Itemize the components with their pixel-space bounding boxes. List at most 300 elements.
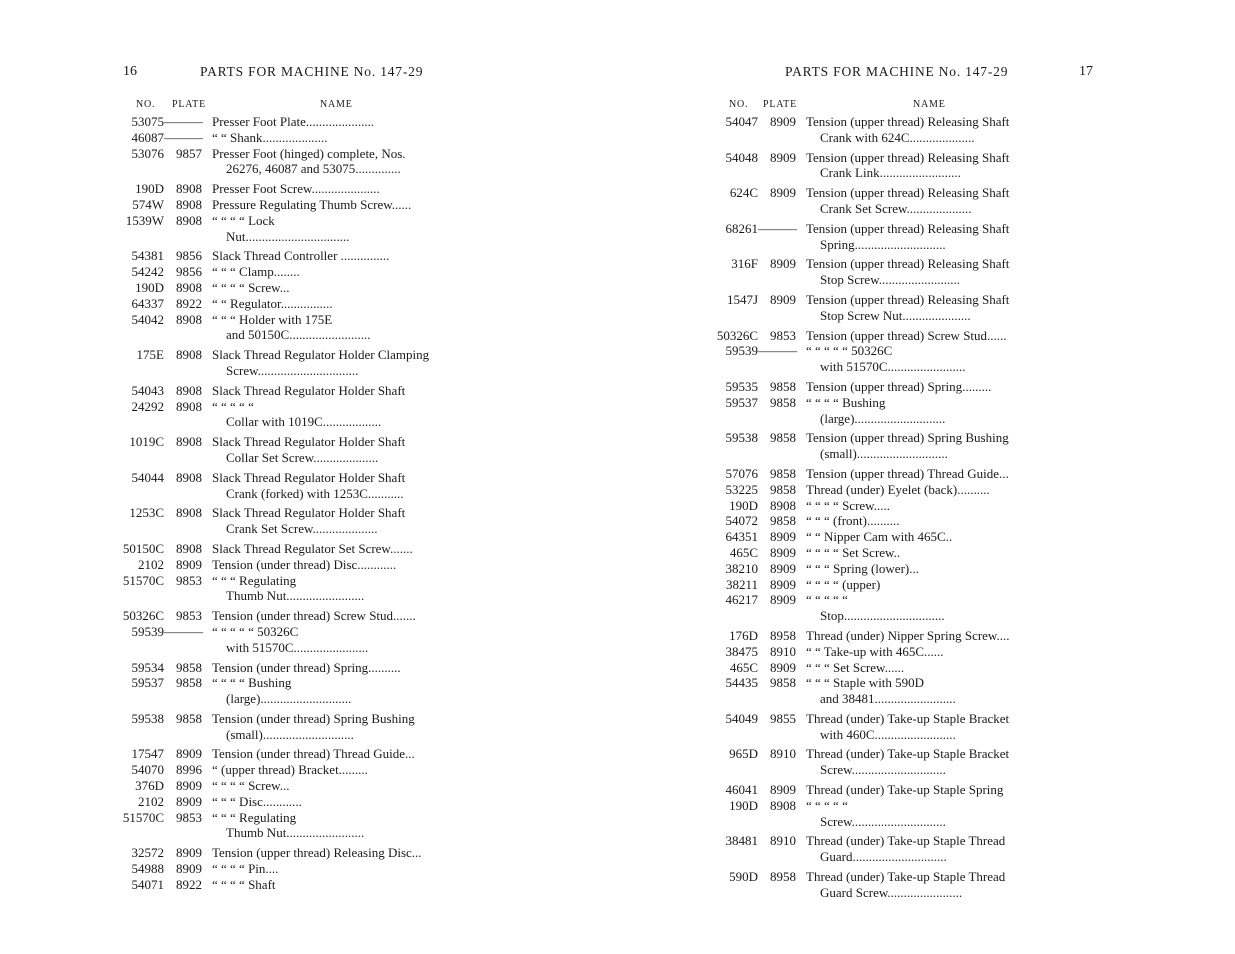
part-name-line: “ “ “ “ “ <box>806 797 848 813</box>
part-number: 574W <box>132 196 164 212</box>
part-name-line: “ “ “ “ Bushing <box>212 675 292 691</box>
part-number: 54988 <box>131 861 164 877</box>
part-number: 24292 <box>131 398 164 414</box>
part-name-line: Tension (under thread) Spring.......... <box>212 659 401 675</box>
plate-number: 8909 <box>176 793 202 809</box>
part-row <box>712 498 1057 514</box>
part-name-line: Thread (under) Take-up Staple Bracket <box>806 746 1010 762</box>
plate-number: 8909 <box>770 782 796 798</box>
part-name <box>202 762 458 778</box>
part-row <box>118 280 458 296</box>
part-row <box>118 675 458 707</box>
part-row <box>118 573 458 605</box>
column-header-plate: PLATE <box>172 99 206 110</box>
part-name-line: (small)............................ <box>226 726 354 742</box>
part-name-line: Tension (upper thread) Screw Stud...... <box>806 327 1007 343</box>
part-name-line: Tension (upper thread) Releasing Shaft <box>806 256 1010 272</box>
plate-number: 8908 <box>176 347 202 363</box>
part-name-line: “ “ “ “ Screw..... <box>806 497 890 513</box>
part-name-line: “ “ “ “ “ 50326C <box>212 623 299 639</box>
part-row <box>118 746 458 762</box>
plate-number: 9858 <box>770 481 796 497</box>
part-name-line: “ “ “ Set Screw...... <box>806 659 905 675</box>
part-name <box>796 379 1057 395</box>
part-number: 54049 <box>725 710 758 726</box>
part-name-line: “ “ “ “ Bushing <box>806 394 886 410</box>
plate-number: 8908 <box>176 398 202 414</box>
plate-number: 8908 <box>176 279 202 295</box>
part-name-line: “ “ “ “ Screw... <box>212 279 290 295</box>
part-row <box>118 624 458 656</box>
part-number: 54044 <box>131 469 164 485</box>
part-name-line: Slack Thread Regulator Holder Clamping <box>212 347 430 363</box>
plate-number: 8909 <box>770 291 796 307</box>
plate-number: 9853 <box>176 572 202 588</box>
plate-number: 9855 <box>770 710 796 726</box>
part-number: 54435 <box>725 675 758 691</box>
part-number: 54042 <box>131 311 164 327</box>
part-name <box>796 529 1057 545</box>
plate-number: 8922 <box>176 295 202 311</box>
part-name <box>202 434 458 466</box>
part-name-line: Pressure Regulating Thumb Screw...... <box>212 196 412 212</box>
part-number: 190D <box>729 797 758 813</box>
part-name <box>796 114 1057 146</box>
part-name <box>796 660 1057 676</box>
plate-number: ——— <box>758 220 797 236</box>
part-number: 54070 <box>131 762 164 778</box>
part-number: 59538 <box>725 430 758 446</box>
part-number: 51570C <box>122 809 164 825</box>
part-name-line: Slack Thread Regulator Holder Shaft <box>212 505 406 521</box>
part-name-line: Collar Set Screw.................... <box>226 449 379 465</box>
part-number: 53225 <box>725 481 758 497</box>
part-name <box>796 833 1057 865</box>
part-name-line: Presser Foot Plate..................... <box>212 114 375 129</box>
part-number: 50326C <box>716 327 758 343</box>
page-title: PARTS FOR MACHINE No. 147-29 <box>200 64 424 79</box>
part-name-line: Thread (under) Eyelet (back).......... <box>806 481 990 497</box>
part-row <box>712 675 1057 707</box>
part-row <box>712 660 1057 676</box>
part-name-line: Presser Foot (hinged) complete, Nos. <box>212 145 406 161</box>
part-row <box>118 608 458 624</box>
part-name-line: Tension (under thread) Thread Guide... <box>212 746 415 762</box>
part-number: 2102 <box>138 556 164 572</box>
part-name-line: Screw............................. <box>820 762 946 778</box>
part-name <box>796 498 1057 514</box>
part-name-line: (large)............................ <box>820 410 946 426</box>
part-name-line: Stop Screw......................... <box>820 272 960 288</box>
plate-number: 9858 <box>770 394 796 410</box>
part-name <box>202 347 458 379</box>
part-row <box>712 798 1057 830</box>
part-name <box>796 221 1057 253</box>
plate-number: 9858 <box>770 430 796 446</box>
part-number: 1539W <box>125 212 164 228</box>
part-row <box>712 644 1057 660</box>
part-name-line: Thumb Nut........................ <box>226 588 365 604</box>
part-name-line: “ “ “ Regulating <box>212 809 297 825</box>
part-row <box>118 845 458 861</box>
part-row <box>118 146 458 178</box>
part-name-line: Spring............................ <box>820 236 946 252</box>
part-number: 64337 <box>131 295 164 311</box>
part-name-line: “ “ “ Regulating <box>212 572 297 588</box>
part-name-line: “ “ “ “ Set Screw.. <box>806 544 901 560</box>
part-number: 59537 <box>725 394 758 410</box>
page-number: 17 <box>1079 64 1093 79</box>
part-name-line: with 460C......................... <box>820 726 956 742</box>
part-name <box>202 264 458 280</box>
part-number: 316F <box>731 256 758 272</box>
plate-number: 8908 <box>176 212 202 228</box>
part-number: 1019C <box>129 434 164 450</box>
part-name-line: “ “ “ (front).......... <box>806 513 900 529</box>
part-number: 54072 <box>725 513 758 529</box>
part-number: 38481 <box>725 833 758 849</box>
part-name <box>796 482 1057 498</box>
part-name <box>202 711 458 743</box>
part-name-line: Slack Thread Controller ............... <box>212 248 390 264</box>
part-name-line: “ “ “ Clamp........ <box>212 264 300 280</box>
part-row <box>118 711 458 743</box>
part-row <box>712 466 1057 482</box>
plate-number: 8909 <box>770 592 796 608</box>
plate-number: 8910 <box>770 833 796 849</box>
part-name-line: “ “ “ Disc............ <box>212 793 302 809</box>
part-row <box>118 434 458 466</box>
part-name <box>202 114 458 130</box>
part-number: 50326C <box>122 608 164 624</box>
plate-number: 8908 <box>176 434 202 450</box>
part-name <box>202 383 458 399</box>
part-name-line: Tension (under thread) Disc............ <box>212 556 397 572</box>
plate-number: 8909 <box>176 845 202 861</box>
part-number: 190D <box>135 181 164 197</box>
part-name-line: Slack Thread Regulator Holder Shaft <box>212 382 406 398</box>
column-header-name: NAME <box>913 99 946 110</box>
plate-number: 8909 <box>770 659 796 675</box>
part-name <box>796 545 1057 561</box>
part-number: 465C <box>729 659 758 675</box>
part-number: 965D <box>729 746 758 762</box>
part-name-line: “ “ “ Holder with 175E <box>212 311 333 327</box>
part-row <box>118 213 458 245</box>
part-row <box>118 660 458 676</box>
part-number: 38211 <box>725 576 758 592</box>
part-name-line: “ “ “ “ “ <box>806 592 848 608</box>
part-name-line: 26276, 46087 and 53075.............. <box>226 161 401 177</box>
part-name-line: Tension (under thread) Screw Stud....... <box>212 608 416 624</box>
part-number: 1253C <box>129 505 164 521</box>
part-name-line: “ “ “ “ Screw... <box>212 778 290 794</box>
column-header-no: NO. <box>729 99 749 110</box>
part-name <box>796 782 1057 798</box>
part-name-line: “ “ “ Staple with 590D <box>806 675 925 691</box>
plate-number: 8908 <box>176 311 202 327</box>
part-number: 190D <box>135 279 164 295</box>
part-number: 175E <box>136 347 164 363</box>
part-name <box>202 746 458 762</box>
part-name <box>202 296 458 312</box>
part-name <box>202 470 458 502</box>
plate-number: 9858 <box>770 465 796 481</box>
part-name-line: Crank Set Screw.................... <box>226 521 378 537</box>
part-name-line: Thread (under) Take-up Staple Bracket <box>806 710 1010 726</box>
plate-number: 8922 <box>176 876 202 892</box>
part-row <box>712 256 1057 288</box>
plate-number: 8909 <box>176 778 202 794</box>
part-number: 53076 <box>131 145 164 161</box>
part-name-line: Presser Foot Screw..................... <box>212 181 380 197</box>
part-number: 17547 <box>131 746 164 762</box>
part-name <box>202 146 458 178</box>
plate-number: 8909 <box>770 256 796 272</box>
part-name <box>202 280 458 296</box>
plate-number: ——— <box>758 343 797 359</box>
plate-number: 8909 <box>770 544 796 560</box>
part-name-line: Thread (under) Nipper Spring Screw.... <box>806 627 1010 643</box>
part-name-line: Screw............................. <box>820 813 946 829</box>
part-name <box>202 624 458 656</box>
part-name-line: Slack Thread Regulator Set Screw....... <box>212 540 413 556</box>
part-number: 46041 <box>725 782 758 798</box>
part-name-line: Tension (under thread) Spring Bushing <box>212 710 415 726</box>
part-name <box>202 248 458 264</box>
plate-number: 9856 <box>176 264 202 280</box>
part-number: 54043 <box>131 382 164 398</box>
part-row <box>118 312 458 344</box>
part-row <box>712 328 1057 344</box>
plate-number: 9856 <box>176 248 202 264</box>
plate-number: 8909 <box>770 529 796 545</box>
part-number: 54048 <box>725 149 758 165</box>
plate-number: 8909 <box>176 556 202 572</box>
part-number: 59539 <box>725 343 758 359</box>
part-name-line: “ “ “ “ (upper) <box>806 576 881 592</box>
part-number: 59534 <box>131 659 164 675</box>
column-header-no: NO. <box>136 99 156 110</box>
plate-number: 9857 <box>176 145 202 161</box>
part-name-line: Tension (upper thread) Releasing Shaft <box>806 291 1010 307</box>
part-name-line: “ “ Nipper Cam with 465C.. <box>806 529 953 545</box>
part-number: 376D <box>135 778 164 794</box>
plate-number: 8909 <box>770 185 796 201</box>
plate-number: 8908 <box>176 469 202 485</box>
part-name <box>202 505 458 537</box>
part-name-line: “ “ Take-up with 465C...... <box>806 643 944 659</box>
part-name-line: Thread (under) Take-up Staple Thread <box>806 833 1006 849</box>
part-name-line: Crank Link......................... <box>820 165 961 181</box>
part-row <box>118 505 458 537</box>
part-name <box>796 746 1057 778</box>
part-row <box>118 383 458 399</box>
part-row <box>712 592 1057 624</box>
part-name-line: Thread (under) Take-up Staple Thread <box>806 869 1006 885</box>
part-row <box>118 541 458 557</box>
part-row <box>712 561 1057 577</box>
part-number: 50150C <box>122 540 164 556</box>
part-row <box>118 181 458 197</box>
part-name-line: Thread (under) Take-up Staple Spring <box>806 782 1004 798</box>
left-page <box>0 0 617 954</box>
part-name-line: “ “ “ “ “ <box>212 398 254 414</box>
part-name <box>796 592 1057 624</box>
part-number: 624C <box>729 185 758 201</box>
part-number: 46087 <box>131 129 164 145</box>
part-name-line: “ “ “ “ Lock <box>212 212 275 228</box>
plate-number: 9858 <box>176 710 202 726</box>
page-number: 16 <box>123 64 137 79</box>
part-name-line: Thumb Nut........................ <box>226 825 365 841</box>
plate-number: 8908 <box>176 505 202 521</box>
part-name-line: Guard............................. <box>820 849 947 865</box>
part-name-line: Tension (upper thread) Spring......... <box>806 378 992 394</box>
plate-number: 9858 <box>770 513 796 529</box>
part-name <box>202 197 458 213</box>
part-name <box>796 328 1057 344</box>
part-name-line: “ “ “ “ Pin.... <box>212 861 279 877</box>
part-row <box>712 221 1057 253</box>
part-name <box>202 660 458 676</box>
part-row <box>118 762 458 778</box>
plate-number: 8958 <box>770 869 796 885</box>
part-row <box>118 347 458 379</box>
part-row <box>118 296 458 312</box>
part-name <box>202 810 458 842</box>
plate-number: 8909 <box>770 149 796 165</box>
part-name-line: Nut................................ <box>226 228 350 244</box>
part-name-line: Collar with 1019C.................. <box>226 414 382 430</box>
part-number: 38210 <box>725 560 758 576</box>
part-row <box>712 746 1057 778</box>
part-row <box>712 577 1057 593</box>
plate-number: 8909 <box>770 576 796 592</box>
part-name-line: Tension (upper thread) Spring Bushing <box>806 430 1009 446</box>
part-row <box>118 557 458 573</box>
parts-list <box>118 114 458 893</box>
plate-number: 9858 <box>176 659 202 675</box>
part-name <box>796 798 1057 830</box>
part-name <box>202 573 458 605</box>
part-name <box>202 845 458 861</box>
part-name-line: Tension (upper thread) Releasing Shaft <box>806 114 1010 129</box>
part-name <box>796 577 1057 593</box>
plate-number: 8909 <box>176 746 202 762</box>
part-row <box>118 861 458 877</box>
part-row <box>118 778 458 794</box>
plate-number: 9858 <box>770 675 796 691</box>
column-header-plate: PLATE <box>763 99 797 110</box>
part-row <box>118 264 458 280</box>
part-number: 54071 <box>131 876 164 892</box>
plate-number: 8908 <box>176 382 202 398</box>
part-name-line: Tension (upper thread) Releasing Disc... <box>212 845 422 861</box>
part-name <box>202 794 458 810</box>
plate-number: ——— <box>164 129 203 145</box>
part-name-line: Guard Screw....................... <box>820 884 963 900</box>
part-name <box>796 513 1057 529</box>
plate-number: 8909 <box>176 861 202 877</box>
plate-number: 8910 <box>770 643 796 659</box>
right-page <box>617 0 1235 954</box>
part-number: 51570C <box>122 572 164 588</box>
part-number: 59538 <box>131 710 164 726</box>
part-name <box>796 430 1057 462</box>
plate-number: 9853 <box>770 327 796 343</box>
part-name-line: Crank Set Screw.................... <box>820 200 972 216</box>
part-number: 57076 <box>725 465 758 481</box>
part-name-line: “ “ “ Spring (lower)... <box>806 560 919 576</box>
part-name-line: Crank (forked) with 1253C........... <box>226 485 404 501</box>
part-row <box>118 470 458 502</box>
part-row <box>712 292 1057 324</box>
part-name-line: and 50150C......................... <box>226 327 371 343</box>
plate-number: 8908 <box>176 540 202 556</box>
part-number: 54047 <box>725 114 758 129</box>
part-row <box>118 399 458 431</box>
part-name <box>796 675 1057 707</box>
part-row <box>118 794 458 810</box>
part-name-line: “ “ “ “ Shaft <box>212 876 276 892</box>
part-name <box>202 399 458 431</box>
part-row <box>118 197 458 213</box>
plate-number: 8908 <box>770 497 796 513</box>
plate-number: 9858 <box>176 675 202 691</box>
part-row <box>712 379 1057 395</box>
part-name <box>796 628 1057 644</box>
part-name-line: Tension (upper thread) Releasing Shaft <box>806 149 1010 165</box>
part-name <box>796 644 1057 660</box>
part-row <box>118 130 458 146</box>
part-name <box>796 343 1057 375</box>
part-name-line: Slack Thread Regulator Holder Shaft <box>212 434 406 450</box>
part-name <box>796 466 1057 482</box>
part-number: 54381 <box>131 248 164 264</box>
part-name-line: “ (upper thread) Bracket......... <box>212 762 368 778</box>
part-name-line: Screw............................... <box>226 362 359 378</box>
part-number: 53075 <box>131 114 164 129</box>
part-name <box>202 778 458 794</box>
part-name <box>202 181 458 197</box>
part-number: 2102 <box>138 793 164 809</box>
part-name-line: with 51570C........................ <box>820 359 966 375</box>
part-name <box>202 675 458 707</box>
column-header-name: NAME <box>320 99 353 110</box>
part-name <box>796 150 1057 182</box>
plate-number: 8909 <box>770 560 796 576</box>
part-name-line: Stop............................... <box>820 608 945 624</box>
part-name <box>796 292 1057 324</box>
part-number: 176D <box>729 627 758 643</box>
part-name-line: (large)............................ <box>226 691 352 707</box>
part-row <box>118 877 458 893</box>
part-name <box>796 185 1057 217</box>
part-name <box>202 861 458 877</box>
part-number: 38475 <box>725 643 758 659</box>
part-number: 59539 <box>131 623 164 639</box>
part-number: 590D <box>729 869 758 885</box>
part-number: 64351 <box>725 529 758 545</box>
part-row <box>118 248 458 264</box>
part-row <box>712 114 1057 146</box>
part-row <box>712 545 1057 561</box>
part-number: 32572 <box>131 845 164 861</box>
plate-number: 8908 <box>176 181 202 197</box>
part-name-line: Crank with 624C.................... <box>820 129 975 145</box>
plate-number: 8908 <box>176 196 202 212</box>
